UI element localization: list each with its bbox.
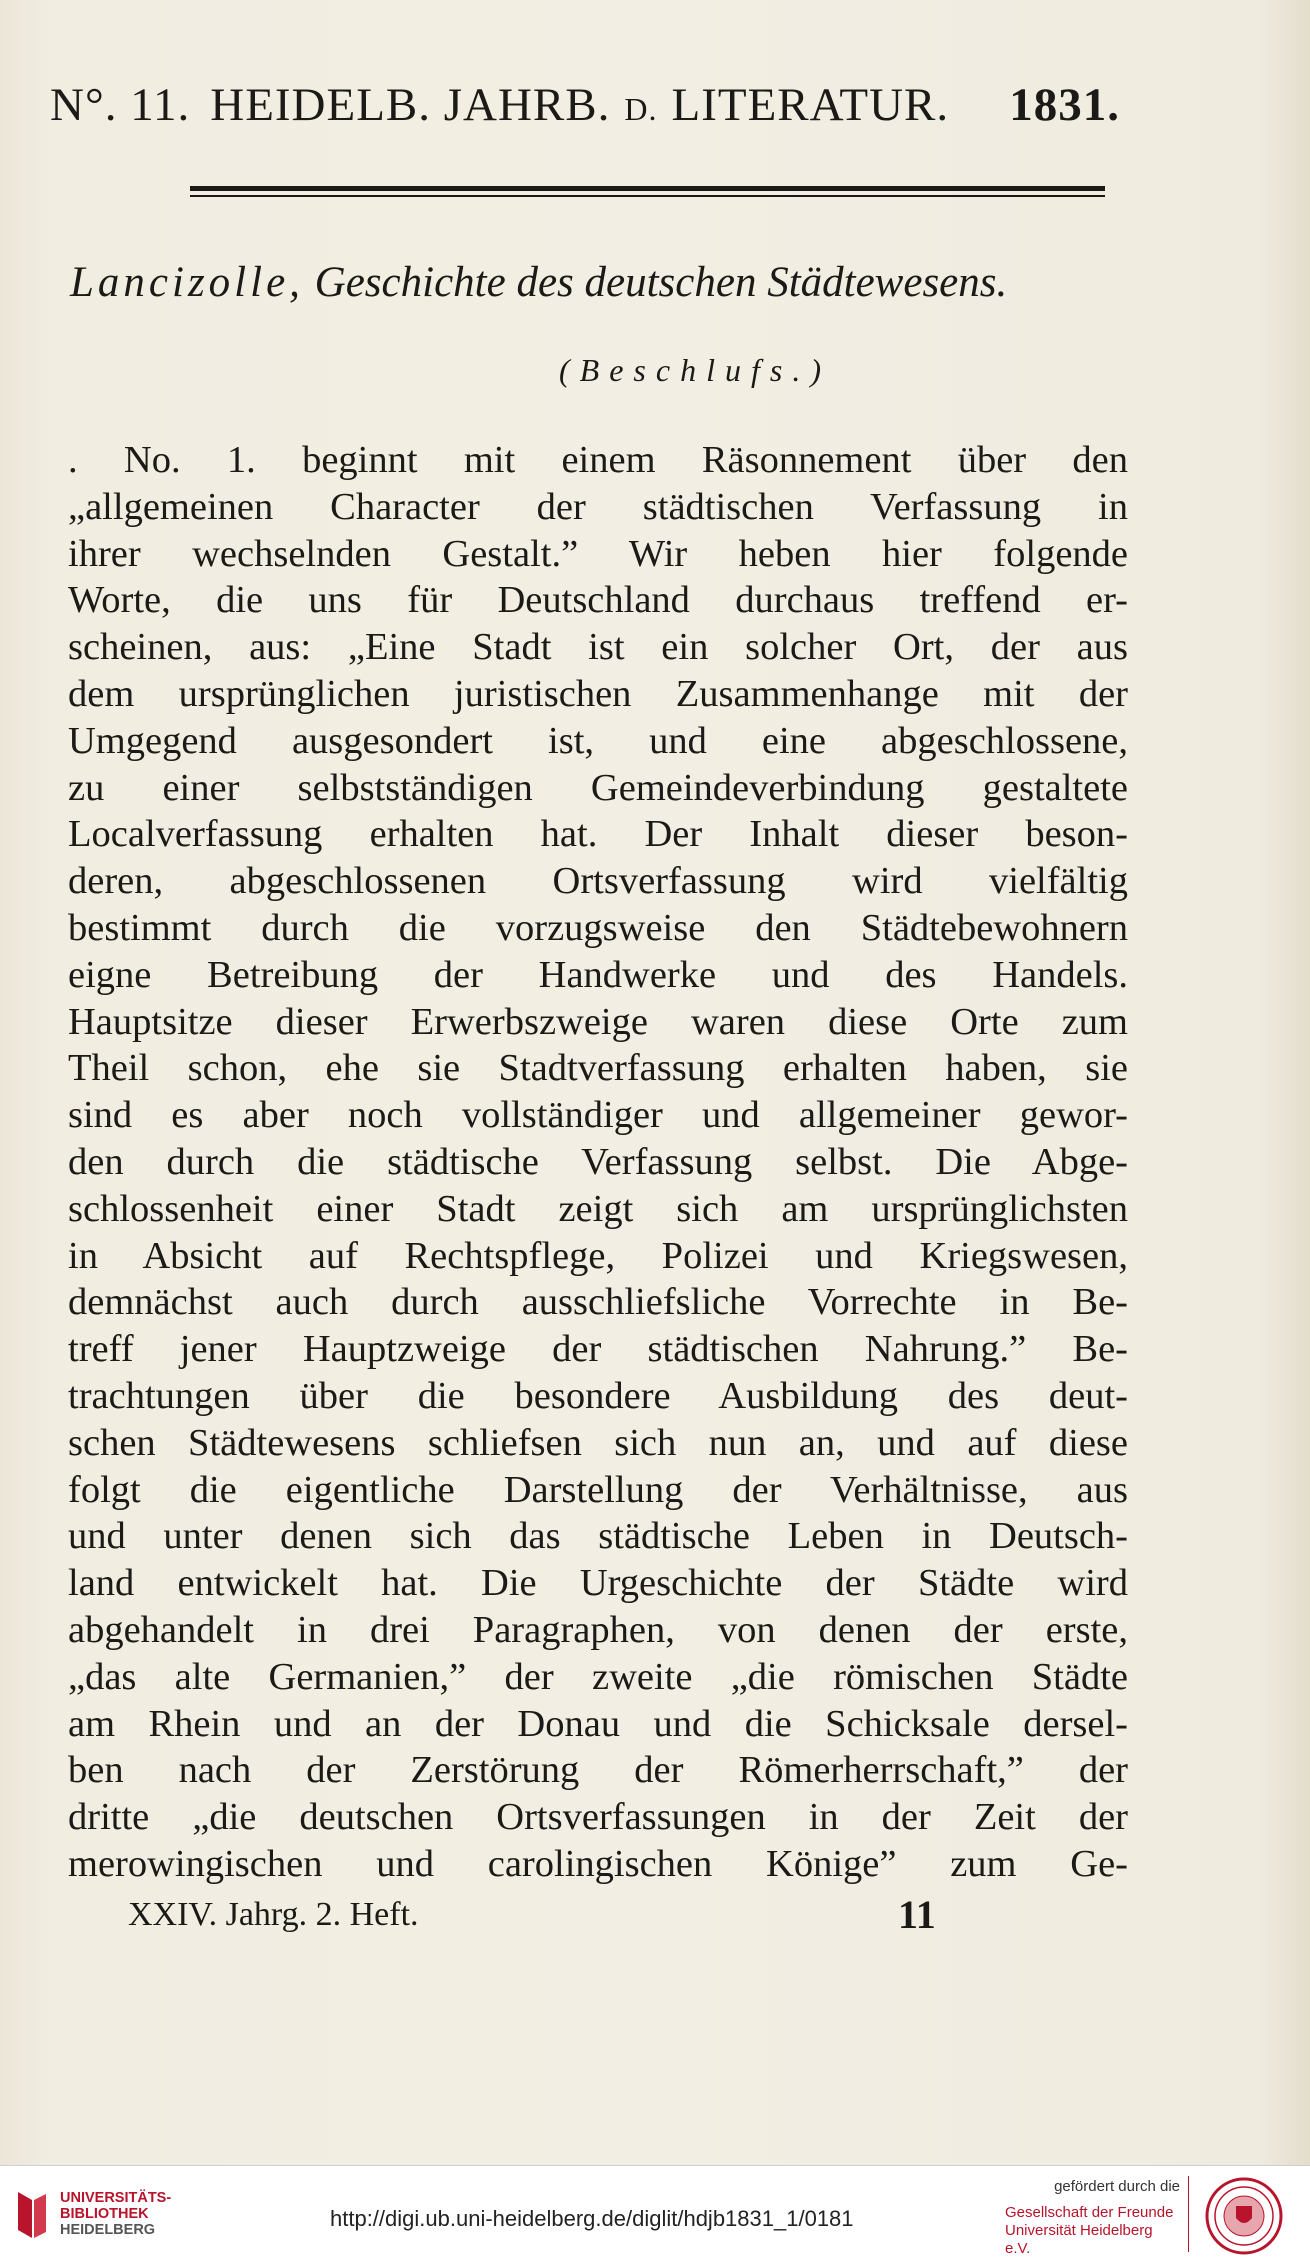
- text-line: dritte „die deutschen Ortsverfassungen in der Zeit der: [68, 1796, 1128, 1839]
- library-name-line1: UNIVERSITÄTS-: [60, 2190, 172, 2206]
- text-line: Localverfassung erhalten hat. Der Inhalt dieser beson-: [68, 813, 1128, 856]
- text-line: scheinen, aus: „Eine Stadt ist ein solcher Ort, der aus: [68, 626, 1128, 669]
- page-footer: [128, 1892, 948, 1937]
- permalink-url[interactable]: http://digi.ub.uni-heidelberg.de/diglit/hdjb1831_1/0181: [330, 2206, 854, 2231]
- article-title-text: Geschichte des deutschen Städtewesens.: [314, 259, 1008, 306]
- text-line: dem ursprünglichen juristischen Zusammenhange mit der: [68, 672, 1128, 715]
- header-rule-thick: [190, 186, 1105, 191]
- text-line: . No. 1. beginnt mit einem Räsonnement über den: [68, 439, 1128, 481]
- text-line: in Absicht auf Rechtspflege, Polizei und Kriegswesen,: [68, 1234, 1128, 1277]
- issue-number: N°. 11.: [50, 79, 191, 131]
- page-header: [50, 78, 1120, 132]
- text-line: treff jener Hauptzweige der städtischen Nahrung.” Be-: [68, 1328, 1128, 1371]
- text-line: „das alte Germanien,” der zweite „die römischen Städte: [68, 1655, 1128, 1698]
- text-line: bestimmt durch die vorzugsweise den Städtebewohnern: [68, 906, 1128, 949]
- text-line: eigne Betreibung der Handwerke und des Handels.: [68, 953, 1128, 996]
- text-line: trachtungen über die besondere Ausbildung des deut-: [68, 1374, 1128, 1417]
- sponsor-credit: [1005, 2178, 1180, 2258]
- header-rule-thin: [190, 195, 1105, 197]
- text-line: land entwickelt hat. Die Urgeschichte der Städte wird: [68, 1562, 1128, 1605]
- text-line: schlossenheit einer Stadt zeigt sich am ursprünglichsten: [68, 1187, 1128, 1230]
- text-line: demnächst auch durch ausschliefsliche Vorrechte in Be-: [68, 1281, 1128, 1324]
- article-title: [70, 258, 1120, 307]
- issue-year: 1831.: [1009, 79, 1120, 131]
- article-author: Lancizolle,: [70, 259, 304, 306]
- signature-mark: 11: [898, 1892, 936, 1937]
- journal-name-b: LITERATUR.: [671, 79, 950, 131]
- text-line: und unter denen sich das städtische Leben in Deutsch-: [68, 1515, 1128, 1558]
- text-line: folgt die eigentliche Darstellung der Verhältnisse, aus: [68, 1468, 1128, 1511]
- library-name-line3: HEIDELBERG: [60, 2222, 156, 2238]
- text-line: schen Städtewesens schliefsen sich nun an, und auf diese: [68, 1421, 1128, 1464]
- sponsor-name-line1: Gesellschaft der Freunde: [1005, 2204, 1174, 2221]
- text-line: Worte, die uns für Deutschland durchaus treffend er-: [68, 579, 1128, 622]
- text-line: deren, abgeschlossenen Ortsverfassung wird vielfältig: [68, 860, 1128, 903]
- body-text: [68, 437, 1128, 1888]
- volume-note: XXIV. Jahrg. 2. Heft.: [128, 1896, 419, 1933]
- text-line: ben nach der Zerstörung der Römerherrschaft,” der: [68, 1749, 1128, 1792]
- text-line: Hauptsitze dieser Erwerbszweige waren diese Orte zum: [68, 1000, 1128, 1043]
- sponsor-divider: [1188, 2176, 1189, 2252]
- sponsor-intro: gefördert durch die: [1054, 2178, 1180, 2195]
- journal-name-d: D.: [624, 91, 658, 127]
- text-line: den durch die städtische Verfassung selbst. Die Abge-: [68, 1140, 1128, 1183]
- text-line: „allgemeinen Character der städtischen Verfassung in: [68, 485, 1128, 528]
- text-line: zu einer selbstständigen Gemeindeverbindung gestaltete: [68, 766, 1128, 809]
- text-line: abgehandelt in drei Paragraphen, von denen der erste,: [68, 1608, 1128, 1651]
- text-line: am Rhein und an der Donau und die Schicksale dersel-: [68, 1702, 1128, 1745]
- continuation-note: (Beschlufs.): [559, 352, 831, 388]
- library-name: [60, 2190, 210, 2238]
- text-line: Umgegend ausgesondert ist, und eine abgeschlossene,: [68, 719, 1128, 762]
- text-line: merowingischen und carolingischen Könige” zum Ge-: [68, 1842, 1128, 1885]
- university-library-logo-icon: [14, 2188, 50, 2242]
- university-seal-icon: [1204, 2176, 1284, 2256]
- text-line: Theil schon, ehe sie Stadtverfassung erhalten haben, sie: [68, 1047, 1128, 1090]
- digitization-bar: [0, 2165, 1310, 2262]
- library-name-line2: BIBLIOTHEK: [60, 2206, 149, 2222]
- journal-name-a: HEIDELB. JAHRB.: [210, 79, 611, 131]
- sponsor-name-line2: Universität Heidelberg e.V.: [1005, 2222, 1153, 2257]
- text-line: ihrer wechselnden Gestalt.” Wir heben hier folgende: [68, 532, 1128, 575]
- text-line: sind es aber noch vollständiger und allgemeiner gewor-: [68, 1094, 1128, 1137]
